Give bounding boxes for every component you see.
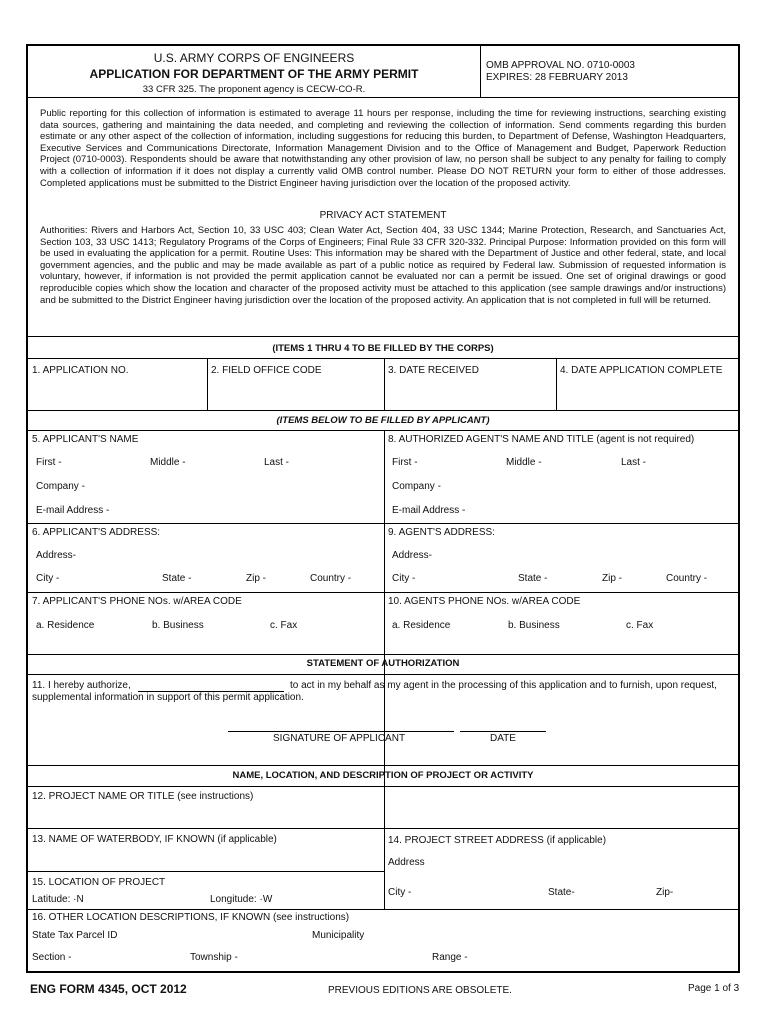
agent-residence-label: a. Residence [392, 620, 451, 631]
date-received-label: 3. DATE RECEIVED [388, 365, 479, 376]
signature-label: SIGNATURE OF APPLICANT [273, 733, 406, 744]
project-heading: NAME, LOCATION, AND DESCRIPTION OF PROJECT OR ACTIVITY [232, 770, 534, 781]
applicant-last-label: Last - [264, 457, 290, 468]
township-label: Township - [190, 952, 238, 963]
waterbody-label: 13. NAME OF WATERBODY, IF KNOWN (if applicable) [32, 834, 277, 845]
applicant-state-label: State - [162, 573, 192, 584]
tax-parcel-label: State Tax Parcel ID [32, 930, 118, 941]
authorization-heading: STATEMENT OF AUTHORIZATION [306, 658, 460, 669]
agent-street-label: Address- [392, 550, 433, 561]
applicant-name-label: 5. APPLICANT'S NAME [32, 434, 139, 445]
agent-fax-label: c. Fax [626, 620, 654, 631]
agent-zip-label: Zip - [602, 573, 622, 584]
signature-line [228, 731, 454, 732]
application-no-label: 1. APPLICATION NO. [32, 365, 129, 376]
header-divider [480, 46, 481, 97]
project-zip-label: Zip- [656, 887, 674, 898]
permit-form [26, 44, 740, 973]
agent-address-label: 9. AGENT'S ADDRESS: [388, 527, 495, 538]
omb-approval: OMB APPROVAL NO. 0710-0003 [486, 60, 635, 71]
agent-phone-label: 10. AGENTS PHONE NOs. w/AREA CODE [388, 596, 581, 607]
location-label: 15. LOCATION OF PROJECT [32, 877, 166, 888]
page-number: Page 1 of 3 [688, 983, 740, 994]
omb-expires: EXPIRES: 28 FEBRUARY 2013 [486, 72, 628, 83]
longitude-label: Longitude: ·W [210, 894, 273, 905]
applicant-heading: (ITEMS BELOW TO BE FILLED BY APPLICANT) [276, 415, 490, 426]
agency-name: U.S. ARMY CORPS OF ENGINEERS [153, 51, 355, 65]
agent-email-label: E-mail Address - [392, 505, 466, 516]
applicant-fax-label: c. Fax [270, 620, 298, 631]
applicant-street-label: Address- [36, 550, 77, 561]
agent-country-label: Country - [666, 573, 708, 584]
field-office-code-label: 2. FIELD OFFICE CODE [211, 365, 322, 376]
project-name-label: 12. PROJECT NAME OR TITLE (see instructions) [32, 791, 254, 802]
applicant-country-label: Country - [310, 573, 352, 584]
agent-first-label: First - [392, 457, 418, 468]
obsolete-note: PREVIOUS EDITIONS ARE OBSOLETE. [328, 985, 512, 996]
cfr-note: 33 CFR 325. The proponent agency is CECW-CO-R. [142, 84, 366, 95]
date-line [460, 731, 546, 732]
applicant-residence-label: a. Residence [36, 620, 95, 631]
form-number: ENG FORM 4345, OCT 2012 [30, 982, 187, 996]
applicant-middle-label: Middle - [150, 457, 186, 468]
agent-company-label: Company - [392, 481, 441, 492]
applicant-email-label: E-mail Address - [36, 505, 110, 516]
range-label: Range - [432, 952, 468, 963]
applicant-phone-label: 7. APPLICANT'S PHONE NOs. w/AREA CODE [32, 596, 242, 607]
corps-heading: (ITEMS 1 THRU 4 TO BE FILLED BY THE CORPS) [272, 343, 494, 354]
project-state-label: State- [548, 887, 575, 898]
authorization-text-end: to act in my behalf as my agent in the processing of this application and to furnish, upon request, [290, 680, 717, 691]
applicant-first-label: First - [36, 457, 62, 468]
street-address-label: 14. PROJECT STREET ADDRESS (if applicable) [388, 835, 607, 846]
agent-business-label: b. Business [508, 620, 560, 631]
applicant-city-label: City - [36, 573, 60, 584]
date-label: DATE [490, 733, 516, 744]
agent-city-label: City - [392, 573, 416, 584]
agent-state-label: State - [518, 573, 548, 584]
section-label: Section - [32, 952, 72, 963]
applicant-zip-label: Zip - [246, 573, 266, 584]
applicant-business-label: b. Business [152, 620, 204, 631]
agent-middle-label: Middle - [506, 457, 542, 468]
applicant-address-label: 6. APPLICANT'S ADDRESS: [32, 527, 161, 538]
project-city-label: City - [388, 887, 412, 898]
privacy-statement: Authorities: Rivers and Harbors Act, Section 10, 33 USC 403; Clean Water Act, Section 404, 33 USC 1344; Marine Protection, Research, and Sanctuaries Act, Section 103, 33 USC 1413; Regulatory Programs of the Corps of Engineers; Final Rule 33 CFR 320-332. Principal Purpose: Information provided on this form will be used in evaluating the application for a permit. Routine Uses: This information may be shared with the Department of Justice and other federal, state, and local government agencies, and the public and may be made available as part of a public notice as required by Federal law. Submission of requested information is voluntary, however, if information is not provided the permit application cannot be evaluated nor can a permit be issued. One set of original drawings or good reproducible copies which show the location and character of the proposed activity must be attached to this application (see sample drawings and/or instructions) and be submitted to the District Engineer having jurisdiction over the location of the proposed activity. An application that is not completed in full will be returned. [40, 225, 726, 306]
privacy-heading: PRIVACY ACT STATEMENT [319, 210, 447, 221]
municipality-label: Municipality [312, 930, 365, 941]
latitude-label: Latitude: ·N [32, 894, 84, 905]
project-divider [384, 828, 385, 909]
project-address-label: Address [388, 857, 425, 868]
agent-name-label: 8. AUTHORIZED AGENT'S NAME AND TITLE (agent is not required) [388, 434, 695, 445]
authorization-text-cont: supplemental information in support of this permit application. [32, 692, 304, 703]
date-complete-label: 4. DATE APPLICATION COMPLETE [560, 365, 723, 376]
form-title: APPLICATION FOR DEPARTMENT OF THE ARMY PERMIT [89, 67, 419, 81]
other-location-label: 16. OTHER LOCATION DESCRIPTIONS, IF KNOWN (see instructions) [32, 912, 350, 923]
agent-last-label: Last - [621, 457, 647, 468]
burden-statement: Public reporting for this collection of information is estimated to average 11 hours per response, including the time for reviewing instructions, searching existing data sources, gathering and maintaining the data needed, and completing and reviewing the collection of information. Send comments regarding this burden estimate or any other aspect of the collection of information, including suggestions for reducing this burden, to Department of Defense, Washington Headquarters, Executive Services and Communications Directorate, Information Management Division and to the Office of Management and Budget, Paperwork Reduction Project (0710-0003). Respondents should be aware that notwithstanding any other provision of law, no person shall be subject to any penalty for failing to comply with a collection of information if it does not display a currently valid OMB control number. Please DO NOT RETURN your form to either of those addresses. Completed applications must be submitted to the District Engineer having jurisdiction over the location of the proposed activity. [40, 108, 726, 189]
applicant-company-label: Company - [36, 481, 85, 492]
authorization-text-start: 11. I hereby authorize, [32, 680, 131, 691]
